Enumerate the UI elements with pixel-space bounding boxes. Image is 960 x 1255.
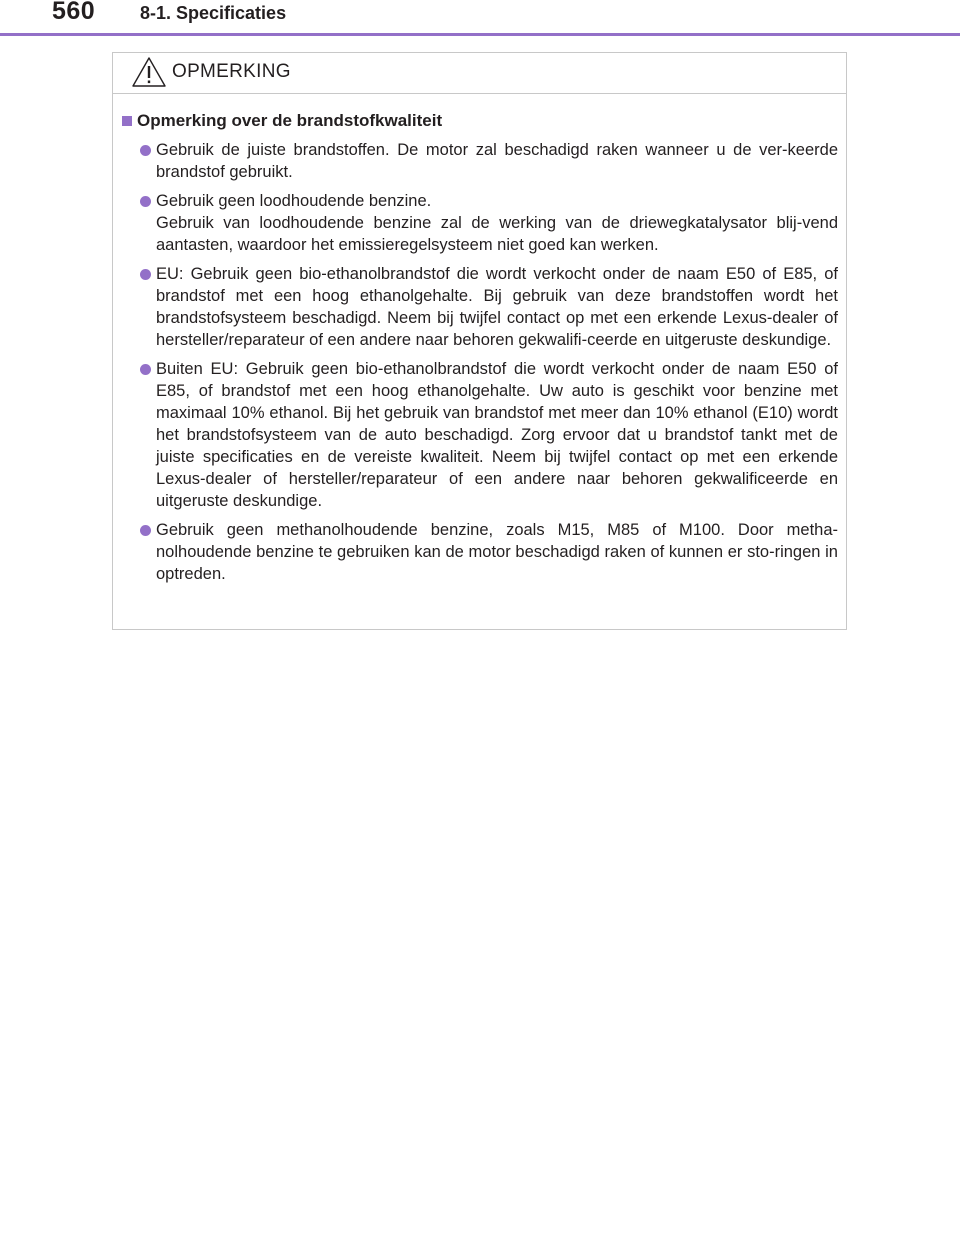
list-item-text: Gebruik geen loodhoudende benzine. [156, 192, 432, 210]
list-item-text: Buiten EU: Gebruik geen bio-ethanolbrandstof die wordt verkocht onder de naam E50 of E85, of brandstof met een hoog ethanolgehalte. Uw auto is geschikt voor benzine met maximaal 10% ethanol. Bij het gebruik van brandstof met meer dan 10% ethanol (E10) wordt het brandstofsysteem van de auto beschadigd. Zorg ervoor dat u brandstof tankt met de juiste specificaties en de vereiste kwaliteit. Neem bij twijfel contact op met een erkende Lexus-dealer of hersteller/reparateur of een andere naar behoren gekwalificeerde en uitgeruste deskundige. [156, 360, 838, 510]
page-header [0, 0, 960, 36]
circle-bullet-icon [140, 145, 151, 156]
list-item-text: EU: Gebruik geen bio-ethanolbrandstof die wordt verkocht onder de naam E50 of E85, of brandstof met een hoog ethanolgehalte. Bij gebruik van deze brandstoffen wordt het brandstofsysteem beschadigd. Neem bij twijfel contact op met een erkende Lexus-dealer of hersteller/reparateur of een andere naar behoren gekwalifi-ceerde en uitgeruste deskundige. [156, 265, 838, 349]
bullet-list [113, 139, 846, 585]
subheading-text: Opmerking over de brandstofkwaliteit [137, 111, 443, 130]
header-rule [0, 33, 960, 36]
notice-box [112, 52, 847, 630]
circle-bullet-icon [140, 269, 151, 280]
list-item-text: Gebruik geen methanolhoudende benzine, zoals M15, M85 of M100. Door metha-nolhoudende benzine te gebruiken kan de motor beschadigd raken of kunnen er sto-ringen in optreden. [156, 521, 838, 583]
section-title: 8-1. Specificaties [140, 3, 287, 23]
square-bullet-icon [122, 116, 132, 126]
notice-subheading [113, 109, 846, 133]
list-item-text-continued: Gebruik van loodhoudende benzine zal de werking van de driewegkatalysator blij-vend aantasten, waardoor het emissieregelsysteem niet goed kan werken. [156, 214, 838, 254]
list-item [113, 190, 846, 256]
circle-bullet-icon [140, 525, 151, 536]
notice-body [113, 109, 846, 592]
circle-bullet-icon [140, 196, 151, 207]
list-item [113, 519, 846, 585]
circle-bullet-icon [140, 364, 151, 375]
list-item-text: Gebruik de juiste brandstoffen. De motor zal beschadigd raken wanneer u de ver-keerde brandstof gebruikt. [156, 141, 838, 181]
list-item [113, 139, 846, 183]
notice-header [113, 53, 846, 94]
warning-triangle-icon [131, 56, 167, 88]
list-item [113, 263, 846, 351]
notice-label: OPMERKING [172, 61, 291, 82]
page-number: 560 [52, 0, 96, 25]
list-item [113, 358, 846, 512]
